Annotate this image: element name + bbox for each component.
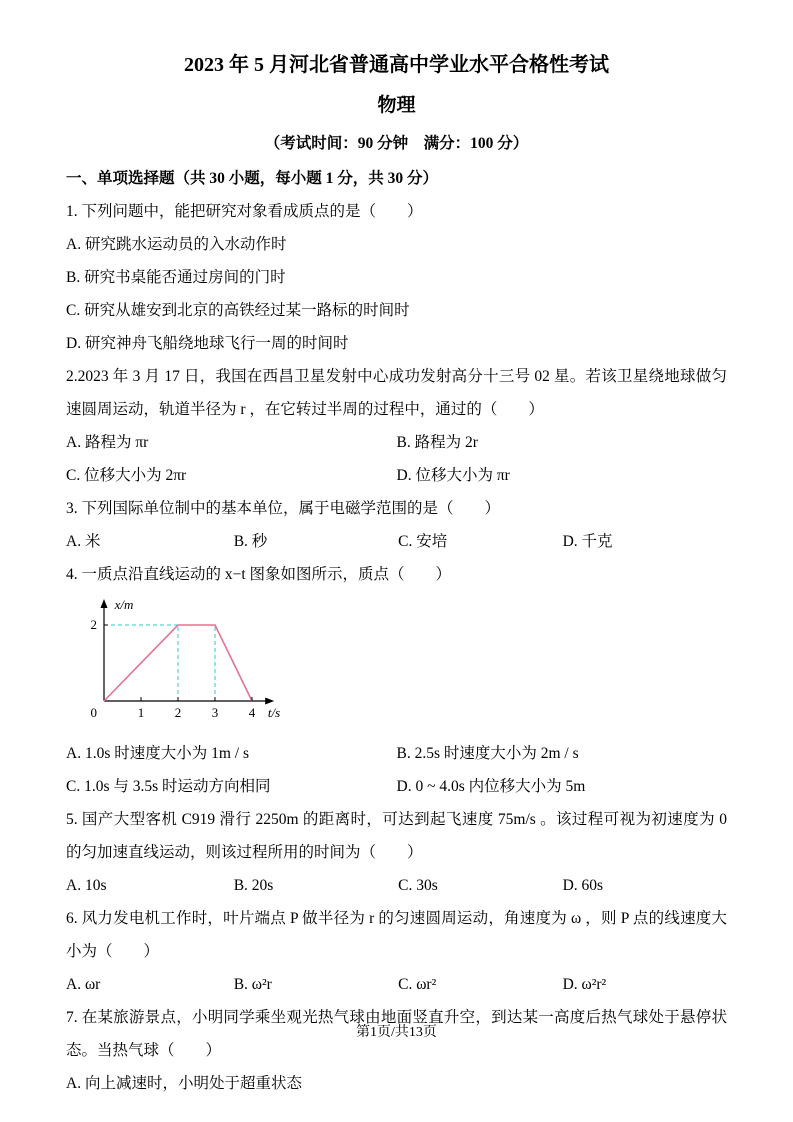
exam-title: 2023 年 5 月河北省普通高中学业水平合格性考试	[184, 54, 609, 76]
option-item: C. 研究从雄安到北京的高铁经过某一路标的时间时	[66, 302, 410, 319]
option-item: D. 千克	[562, 533, 613, 550]
svg-text:2: 2	[90, 617, 97, 632]
exam-subject: 物理	[377, 95, 416, 116]
option-item: C. ωr²	[398, 976, 437, 993]
svg-text:2: 2	[174, 705, 182, 720]
svg-text:1: 1	[137, 705, 145, 720]
question-block	[66, 558, 727, 803]
options-group	[66, 525, 727, 558]
question-block	[66, 195, 727, 360]
page-footer: 第1页/共13页	[356, 1025, 437, 1040]
option-item: A. 10s	[66, 877, 107, 894]
position-time-graph	[70, 595, 310, 737]
option-item: A. 米	[66, 533, 101, 550]
option-item: D. 位移大小为 πr	[396, 467, 510, 484]
options-group	[66, 737, 727, 803]
section-heading: 一、单项选择题（共 30 小题，每小题 1 分，共 30 分）	[66, 170, 439, 187]
option-item: A. 研究跳水运动员的入水动作时	[66, 236, 287, 253]
question-block	[66, 360, 727, 492]
options-group	[66, 426, 727, 492]
options-group	[66, 1067, 727, 1100]
option-item: D. 0 ~ 4.0s 内位移大小为 5m	[396, 778, 586, 795]
question-graph	[70, 595, 727, 737]
question-stem: 5. 国产大型客机 C919 滑行 2250m 的距离时，可达到起飞速度 75m/s 。该过程可视为初速度为 0 的匀加速直线运动，则该过程所用的时间为（ ）	[66, 811, 727, 861]
option-item: D. ω²r²	[562, 976, 607, 993]
exam-info: （考试时间：90 分钟 满分：100 分）	[264, 135, 529, 152]
option-item: B. 路程为 2r	[396, 434, 478, 451]
option-item: B. 秒	[233, 533, 268, 550]
question-stem: 4. 一质点沿直线运动的 x−t 图象如图所示，质点（ ）	[66, 566, 452, 583]
svg-text:t/s: t/s	[267, 705, 281, 720]
option-item: C. 1.0s 与 3.5s 时运动方向相同	[66, 778, 271, 795]
option-item: A. 1.0s 时速度大小为 1m / s	[66, 745, 249, 762]
question-stem: 1. 下列问题中，能把研究对象看成质点的是（ ）	[66, 203, 423, 220]
svg-text:0: 0	[90, 705, 97, 720]
question-block	[66, 492, 727, 558]
option-item: B. 2.5s 时速度大小为 2m / s	[396, 745, 579, 762]
option-item: C. 位移大小为 2πr	[66, 467, 187, 484]
question-block	[66, 902, 727, 1001]
option-item: A. 向上减速时，小明处于超重状态	[66, 1075, 302, 1092]
option-item: A. 路程为 πr	[66, 434, 149, 451]
options-group	[66, 228, 727, 360]
option-item: D. 研究神舟飞船绕地球飞行一周的时间时	[66, 335, 349, 352]
questions-list	[66, 195, 727, 1100]
svg-text:3: 3	[211, 705, 219, 720]
option-item: B. ω²r	[233, 976, 272, 993]
option-item: B. 20s	[233, 877, 274, 894]
options-group	[66, 869, 727, 902]
question-stem: 3. 下列国际单位制中的基本单位，属于电磁学范围的是（ ）	[66, 500, 501, 517]
options-group	[66, 968, 727, 1001]
question-block	[66, 1001, 727, 1100]
question-stem: 7. 在某旅游景点，小明同学乘坐观光热气球由地面竖直升空，到达某一高度后热气球处于悬停状态。当热气球（ ）	[66, 1009, 727, 1059]
question-block	[66, 803, 727, 902]
option-item: B. 研究书桌能否通过房间的门时	[66, 269, 286, 286]
option-item: A. ωr	[66, 976, 101, 993]
svg-text:x/m: x/m	[114, 597, 134, 612]
svg-text:4: 4	[248, 705, 256, 720]
option-item: C. 安培	[398, 533, 448, 550]
option-item: D. 60s	[562, 877, 604, 894]
question-stem: 6. 风力发电机工作时，叶片端点 P 做半径为 r 的匀速圆周运动，角速度为 ω ，则 P 点的线速度大小为（ ）	[66, 910, 727, 960]
question-stem: 2.2023 年 3 月 17 日，我国在西昌卫星发射中心成功发射高分十三号 02 星。若该卫星绕地球做匀速圆周运动，轨道半径为 r ，在它转过半周的过程中，通过的（ ）	[66, 368, 727, 418]
option-item: C. 30s	[398, 877, 438, 894]
